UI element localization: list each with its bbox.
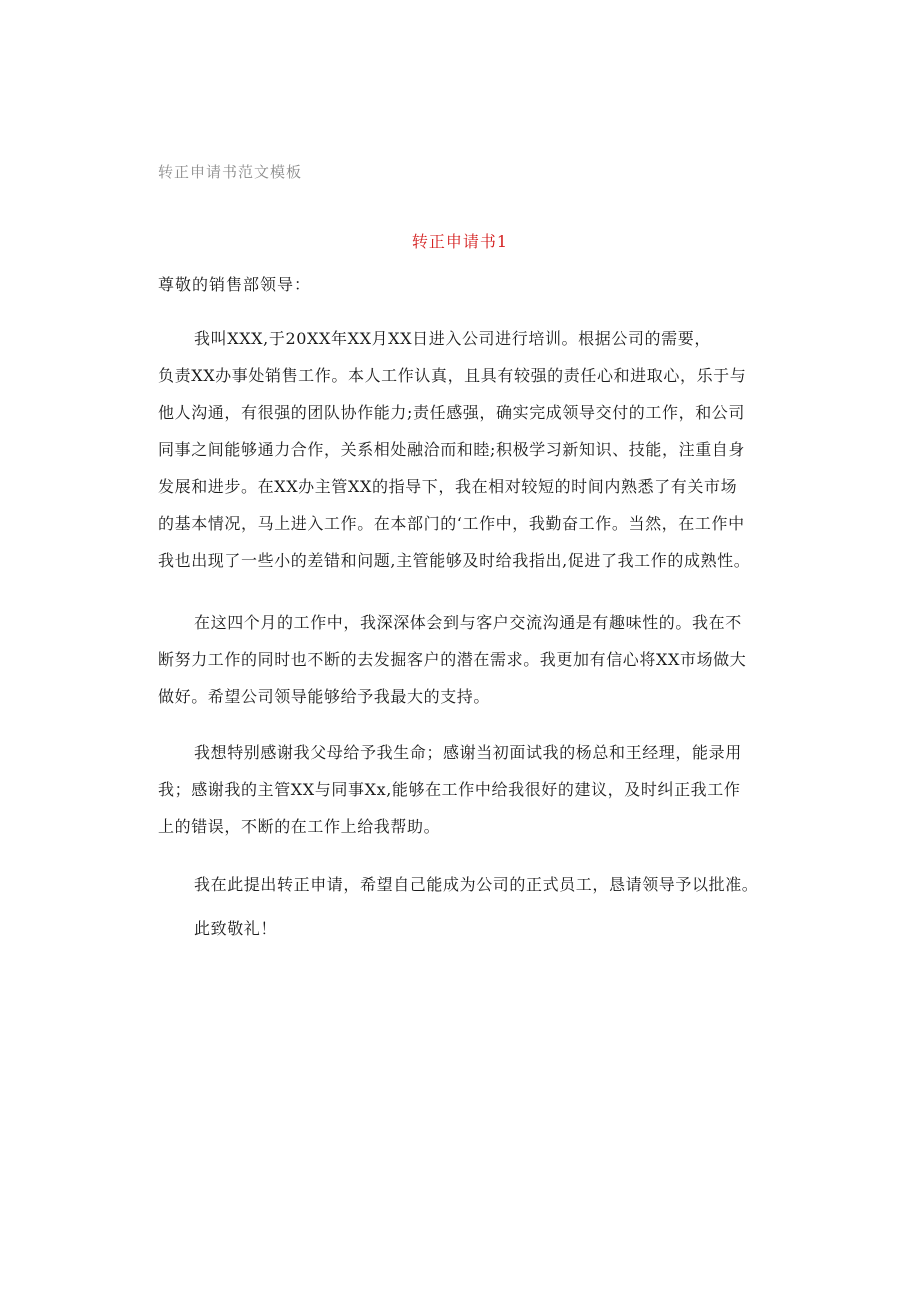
paragraph-line: 他人沟通，有很强的团队协作能力;责任感强，确实完成领导交付的工作，和公司 [158,403,745,422]
paragraph-line: 在这四个月的工作中，我深深体会到与客户交流沟通是有趣味性的。我在不 [194,613,742,632]
paragraph-line: 做好。希望公司领导能够给予我最大的支持。 [158,687,491,706]
document-title: 转正申请书1 [411,232,509,251]
paragraph-experience [158,604,770,715]
paragraph-line: 上的错误，不断的在工作上给我帮助。 [158,817,441,836]
document-header: 转正申请书范文模板 [158,163,303,181]
paragraph-line: 同事之间能够通力合作，关系相处融洽而和睦;积极学习新知识、技能，注重自身 [158,440,745,459]
paragraph-line: 我；感谢我的主管XX与同事Xx,能够在工作中给我很好的建议，及时纠正我工作 [158,780,741,799]
paragraph-line: 我想特别感谢我父母给予我生命；感谢当初面试我的杨总和王经理，能录用 [194,743,742,762]
paragraph-line: 我叫XXX,于20XX年XX月XX日进入公司进行培训。根据公司的需要， [194,329,711,348]
paragraph-line: 负责XX办事处销售工作。本人工作认真，且具有较强的责任心和进取心，乐于与 [158,366,747,385]
paragraph-closing [158,910,770,947]
paragraph-request [158,866,770,903]
paragraph-line: 我也出现了一些小的差错和问题,主管能够及时给我指出,促进了我工作的成熟性。 [158,551,751,570]
salutation: 尊敬的销售部领导： [158,275,312,294]
paragraph-introduction [158,320,770,579]
paragraph-line: 此致敬礼！ [194,919,278,938]
paragraph-line: 断努力工作的同时也不断的去发掘客户的潜在需求。我更加有信心将XX市场做大 [158,650,747,669]
paragraph-line: 我在此提出转正申请，希望自己能成为公司的正式员工，恳请领导予以批准。 [194,875,759,894]
paragraph-line: 的基本情况，马上进入工作。在本部门的‘工作中，我勤奋工作。当然，在工作中 [158,514,745,533]
paragraph-thanks [158,734,770,845]
paragraph-line: 发展和进步。在XX办主管XX的指导下，我在相对较短的时间内熟悉了有关市场 [158,477,738,496]
